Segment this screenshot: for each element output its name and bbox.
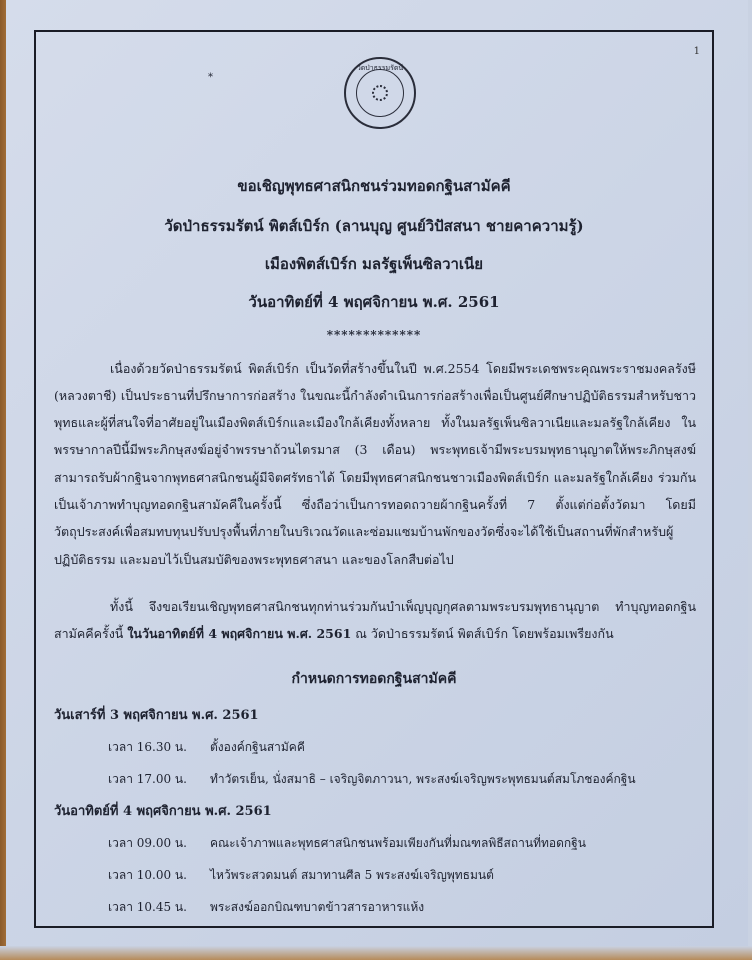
location: เมืองพิตส์เบิร์ก มลรัฐเพ็นซิลวาเนีย <box>264 255 484 273</box>
schedule-row <box>108 770 636 789</box>
schedule-day-sunday: วันอาทิตย์ที่ 4 พฤศจิกายน พ.ศ. 2561 <box>54 804 272 819</box>
schedule-row <box>108 738 305 757</box>
schedule-row <box>108 866 494 885</box>
schedule-activity: ตั้งองค์กฐินสามัคคี <box>210 740 305 754</box>
logo-top-text: วัดป่าธรรมรัตน์ <box>356 64 404 72</box>
separator: ************* <box>326 328 422 342</box>
page-number: 1 <box>693 46 700 57</box>
ink-mark: * <box>208 72 213 83</box>
schedule-time: เวลา 16.30 น. <box>108 740 187 754</box>
schedule-title: กำหนดการทอดกฐินสามัคคี <box>291 671 457 687</box>
dharma-wheel-icon <box>356 69 404 117</box>
document-border-frame <box>34 30 714 928</box>
temple-seal-logo-icon <box>344 57 416 129</box>
invitation-title: ขอเชิญพุทธศาสนิกชนร่วมทอดกฐินสามัคคี <box>237 177 511 195</box>
wheel-hub <box>372 85 388 101</box>
wooden-table-bottom <box>0 946 752 960</box>
invitation-date-bold: ในวันอาทิตย์ที่ 4 พฤศจิกายน พ.ศ. 2561 <box>127 625 352 641</box>
schedule-activity: พระสงฆ์ออกบิณฑบาตข้าวสารอาหารแห้ง <box>210 900 425 914</box>
invitation-text-start: ทั้งนี้ จึงขอเรียนเชิญพุทธศาสนิกชนทุกท่านร่วมกันบำเพ็ญบุญกุศลตามพระบรมพุทธานุญาต ทำบุญทอดกฐินสามัคคีครั้งนี้ <box>54 598 696 641</box>
schedule-time: เวลา 09.00 น. <box>108 836 187 850</box>
schedule-day-saturday: วันเสาร์ที่ 3 พฤศจิกายน พ.ศ. 2561 <box>54 708 259 723</box>
paragraph-intro: เนื่องด้วยวัดป่าธรรมรัตน์ พิตส์เบิร์ก เป็นวัดที่สร้างขึ้นในปี พ.ศ.2554 โดยมีพระเดชพระคุณพระราชมงคลรังษี (หลวงตาชี) เป็นประธานที่ปรึกษาการก่อสร้าง ในขณะนี้กำลังดำเนินการก่อสร้างเพื่อเป็นศูนย์ศึกษาปฏิบัติธรรมสำหรับชาวพุทธและผู้ที่สนใจที่อาศัยอยู่ในเมืองพิตส์เบิร์กและเมืองใกล้เคียงทั้งหลาย ทั้งในมลรัฐเพ็นซิลวาเนียและมลรัฐใกล้เคียง ในพรรษากาลปีนี้มีพระภิกษุสงฆ์อยู่จำพรรษาถ้วนไตรมาส (3 เดือน) พระพุทธเจ้ามีพระบรมพุทธานุญาตให้พระภิกษุสงฆ์สามารถรับผ้ากฐินจากพุทธศาสนิกชนผู้มีจิตศรัทธาได้ โดยมีพุทธศาสนิกชนชาวเมืองพิตส์เบิร์ก และมลรัฐใกล้เคียง ร่วมกันเป็นเจ้าภาพทำบุญทอดกฐินสามัคคีในครั้งนี้ ซึ่งถือว่าเป็นการทอดถวายผ้ากฐินครั้งที่ 7 ตั้งแต่ก่อตั้งวัดมา โดยมีวัตถุประสงค์เพื่อสมทบทุนปรับปรุงพื้นที่ภายในบริเวณวัดและซ่อมแซมบ้านพักของวัดซึ่งจะได้ใช้เป็นสถานที่พักสำหรับผู้ปฏิบัติธรรม และมอบไว้เป็นสมบัติของพระพุทธศาสนา และของโลกสืบต่อไป <box>54 360 696 567</box>
schedule-activity: ไหว้พระสวดมนต์ สมาทานศีล 5 พระสงฆ์เจริญพุทธมนต์ <box>210 868 494 882</box>
schedule-row <box>108 834 586 853</box>
temple-name: วัดป่าธรรมรัตน์ พิตส์เบิร์ก (ลานบุญ ศูนย์วิปัสสนา ชายคาความรู้) <box>164 217 584 235</box>
paragraph-invitation <box>54 593 696 648</box>
invitation-text-end: ณ วัดป่าธรรมรัตน์ พิตส์เบิร์ก โดยพร้อมเพรียงกัน <box>351 625 614 641</box>
document-page <box>6 0 748 952</box>
event-date: วันอาทิตย์ที่ 4 พฤศจิกายน พ.ศ. 2561 <box>248 293 500 311</box>
schedule-time: เวลา 17.00 น. <box>108 772 187 786</box>
schedule-activity: คณะเจ้าภาพและพุทธศาสนิกชนพร้อมเพียงกันที่มณฑลพิธีสถานที่ทอดกฐิน <box>210 836 586 850</box>
schedule-activity: ทำวัตรเย็น, นั่งสมาธิ – เจริญจิตภาวนา, พระสงฆ์เจริญพระพุทธมนต์สมโภชองค์กฐิน <box>210 772 636 786</box>
schedule-row <box>108 898 424 917</box>
schedule-time: เวลา 10.00 น. <box>108 868 187 882</box>
schedule-time: เวลา 10.45 น. <box>108 900 187 914</box>
